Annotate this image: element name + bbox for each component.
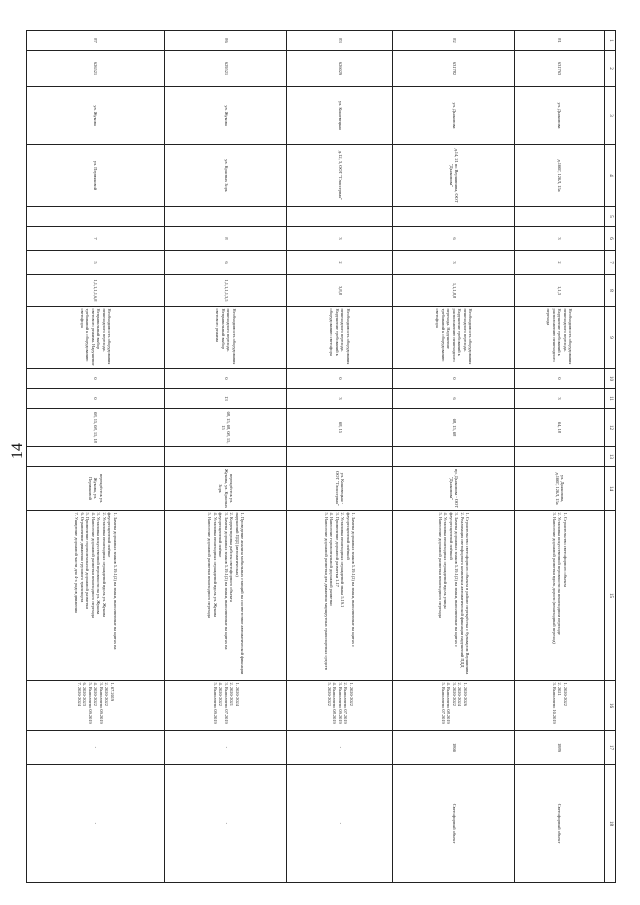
cell-line: 2. Реализация светофорного комплекса автоматической фиксации нарушений ПДД [459,512,465,668]
table-row [515,31,605,883]
col-header: 18 [605,765,616,883]
table-cell-c5 [165,207,287,227]
cell-line: 3. Выполнено 09.2019 [98,682,104,724]
cell-line: 2. 2020-2024 [457,682,463,706]
table-cell-c2: 629521 [165,51,287,87]
cell-line: 4. 2020-2022 [93,682,99,706]
cell-line: 5. 2020-2022 [326,682,332,706]
table-cell-c9: Необходимость оборудования пешеходного перехода. Неправильный выбор светового режима [165,307,287,369]
table-cell-c17: - [165,731,287,765]
table-cell-c4: д.100Г, 120Л, 15а [515,145,605,207]
table-cell-c2: 631763 [515,51,605,87]
table-row [393,31,515,883]
cell-line: 2. 2021 [557,682,563,696]
table-cell-c16 [165,681,287,731]
table-cell-c11: 3 [287,389,393,409]
cell-line: 1. Проведение анализа мобильных станций на соответствие автоматической фиксации нарушений ПДД (автоматическая) [234,512,246,675]
cell-line: 1. Строительство светофорного объекта [562,512,568,588]
cell-line: 6. Ограничение движения грузового транспорта [79,512,85,603]
cell-line: 3. Выполнено 07.2019 [223,682,229,724]
cell-line: 1. 2020-2022 [562,682,568,706]
table-cell-c10: 0 [165,369,287,389]
table-cell-c16 [287,681,393,731]
cell-line: 4. Выполнено 08.2019 [332,682,338,724]
col-header: 8 [605,275,616,307]
table-cell-c10: 0 [393,369,515,389]
table-cell-c11: 6 [393,389,515,409]
table-cell-c15 [515,511,605,681]
cell-line: 3. Нанесение дорожной разметки вдоль дороги (пешеходный переход) [551,512,557,644]
table-cell-c11: 3 [515,389,605,409]
table-cell-c10: 0 [27,369,165,389]
cell-line: 1. Замена дорожных знаков 5.19.1(2) на знаки, выполненные на щитах с флуоресцентной плёнкой [345,512,357,648]
cell-line: 1. Замена дорожных знаков 5.19.1(2) на знаки, выполненные на щитах на флуоресцентной плёнке [107,512,118,650]
table-cell-c16 [393,681,515,731]
table-cell-c2: 631782 [393,51,515,87]
table-cell-c13 [287,447,393,467]
table-cell-c4: д.14, 21 по Вершинина, ООТ "Дьяконова" [393,145,515,207]
table-cell-c14: перекрёсток ул. Жукова, ул. Красных Зорь [165,467,287,511]
table-cell-c9: Необходимость оборудования пешеходного перехода. Нарушение требований к расположению пешеходного перехода. Нарушение требований к оборудованию светофора [393,307,515,369]
table-cell-c4: д.12, 3, ООТ "Глиссерная" [287,145,393,207]
col-header: 16 [605,681,616,731]
table-cell-c3: ул. Кошевецкая [287,87,393,145]
cell-line: 7. 2020-2024 [76,682,82,706]
cell-line: 4. Нанесение горизонтальной дорожной разметки [329,512,335,606]
page-number: 14 [9,443,26,459]
table-cell-c11: 0 [27,389,165,409]
table-cell-c15 [287,511,393,681]
measures-table [26,30,616,883]
cell-line: 5. Выполнено 09.2019 [87,682,93,724]
table-cell-c6: 7 [27,227,165,251]
cell-line: 2. Выполнено 07.2019 [343,682,349,724]
col-header: 12 [605,409,616,447]
table-cell-c15 [165,511,287,681]
table-cell-c10: 0 [287,369,393,389]
cell-line: 5. Нанесение дорожной разметки пешеходного перехода [207,512,213,618]
table-cell-c5 [287,207,393,227]
table-cell-c12: 08, 15, 08, 15, 18 [27,409,165,447]
table-cell-c15 [393,511,515,681]
table-row [27,31,165,883]
col-header: 4 [605,145,616,207]
cell-line: 3. Замена дорожных знаков 5.19.1(2) на знаки, выполненные на щитах на флуоресцентной плёнке [218,512,229,650]
col-header: 11 [605,389,616,409]
table-cell-c3: ул. Жукова [27,87,165,145]
table-cell-c16 [27,681,165,731]
table-cell-c1: 81 [515,31,605,51]
cell-line: 3. Применение дорожной разметки 1.17 [334,512,340,587]
table-cell-c4: ул. Красных Зорь [165,145,287,207]
table-cell-c16 [515,681,605,731]
table-cell-c13 [393,447,515,467]
cell-line: 1. 07.2019 [109,682,115,702]
document-table-rotated [26,30,616,882]
cell-line: 4. Установка пешеходных ограждений вдоль улицы [443,512,449,609]
table-cell-c9: Необходимость оборудования пешеходного перехода. Нарушение требований к расположению пешеходного перехода [515,307,605,369]
table-cell-c18: Светофорный объект [393,765,515,883]
col-header: 6 [605,227,616,251]
table-cell-c13 [515,447,605,467]
table-cell-c3: ул. Жукова [165,87,287,145]
table-cell-c1: 87 [27,31,165,51]
table-cell-c15 [27,511,165,681]
table-cell-c8: 1,1,3 [515,275,605,307]
table-cell-c10: 0 [515,369,605,389]
cell-line: 1. Строительство светофорного объекта в районе перекрёстка с бульваром Вершинина [465,512,471,675]
table-cell-c17: 1889 [515,731,605,765]
table-cell-c14: ул. Кошевецкая - ООТ "Глиссерная" [287,467,393,511]
cell-line: 2. 2020-2022 [104,682,110,706]
col-header: 3 [605,87,616,145]
table-cell-c6: 8 [165,227,287,251]
table-cell-c18: - [287,765,393,883]
table-cell-c12: 08, 15 [287,409,393,447]
table-cell-c14: ул. Дьяконова, д.100Г, 120Л, 15а [515,467,605,511]
cell-line: 2. Корректировка работы светофорного объекта [229,512,235,602]
table-cell-c3: ул. Дьяконова [393,87,515,145]
table-cell-c6: 3 [515,227,605,251]
cell-line: 3. Выполнено 09.2019 [337,682,343,724]
col-header: 1 [605,31,616,51]
column-number-row [605,31,616,883]
table-cell-c8: 1,1,1,1,1,3,5 [165,275,287,307]
col-header: 7 [605,251,616,275]
cell-line: 1. 2020-2026 [462,682,468,706]
table-cell-c11: 13 [165,389,287,409]
cell-line: 7. Уширение дорожной части для 4-х рядов движения [74,512,80,614]
cell-line: 4. Установка пешеходных ограждений вдоль ул. Жукова [212,512,218,618]
cell-line: 4. Выполнено 08.2019 [446,682,452,724]
col-header: 14 [605,467,616,511]
table-cell-c8: 1,1,1,8,8 [393,275,515,307]
cell-line: 1. 2020-2022 [348,682,354,706]
table-cell-c9: Необходимость оборудования пешеходного перехода. Неправильный выбор светового режима. Нарушение требований к оборудованию светофора [27,307,165,369]
cell-line: 5. Выполнено 09.2019 [212,682,218,724]
table-cell-c17: - [287,731,393,765]
table-cell-c18: Светофорный объект [515,765,605,883]
table-cell-c7: 2 [287,251,393,275]
table-cell-c9: Необходимость оборудования пешеходного перехода. Нарушение требований к оборудованию светофора [287,307,393,369]
table-cell-c1: 82 [393,31,515,51]
table-row [287,31,393,883]
table-cell-c17: 1800 [393,731,515,765]
table-cell-c12: 04, 18 [515,409,605,447]
cell-line: 2. Установка пешеходных ограждений вдоль ул. Жукова [101,512,107,618]
table-cell-c8: 1,1,1,1,1,6,8 [27,275,165,307]
col-header: 5 [605,207,616,227]
table-cell-c8: 3,8,8 [287,275,393,307]
cell-line: 4. 2020-2022 [218,682,224,706]
table-cell-c7: 2 [515,251,605,275]
cell-line: 2. 2020-2021 [229,682,235,706]
cell-line: 5. Нанесение дорожной разметки для движения маршрутных транспортных средств [323,512,329,670]
cell-line: 3. Выполнено 10.2019 [551,682,557,724]
table-cell-c3: ул. Дьяконова [515,87,605,145]
table-cell-c6: 6 [393,227,515,251]
table-cell-c5 [515,207,605,227]
table-row [165,31,287,883]
table-cell-c6: 3 [287,227,393,251]
table-cell-c4: ул. Пермяковой [27,145,165,207]
cell-line: 4. Нанесение дорожной разметки пешеходного перехода [90,512,96,618]
col-header: 17 [605,731,616,765]
col-header: 2 [605,51,616,87]
table-cell-c7: 6 [165,251,287,275]
cell-line: 5. Применение горизонтальной дорожной разметки [85,512,91,609]
cell-line: 5. Выполнено 07.2019 [440,682,446,724]
col-header: 15 [605,511,616,681]
cell-line: 3. Установка искусственной неровности на ул. Жукова [96,512,102,615]
table-cell-c17: - [27,731,165,765]
table-cell-c1: 83 [287,31,393,51]
table-cell-c18: - [27,765,165,883]
table-cell-c18: - [165,765,287,883]
table-cell-c12: 08, 15, 08 [393,409,515,447]
table-cell-c7: 3 [393,251,515,275]
table-cell-c5 [393,207,515,227]
col-header: 10 [605,369,616,389]
cell-line: 2. Установка искусственной неровности на пешеходном переходе [557,512,563,635]
table-cell-c1: 86 [165,31,287,51]
table-cell-c14: пр. Дьяконова - ООТ "Дьяконова" [393,467,515,511]
table-body [27,31,605,883]
table-cell-c13 [165,447,287,467]
table-cell-c14: перекрёсток ул. Жукова, ул. Пермяковой [27,467,165,511]
table-cell-c13 [27,447,165,467]
table-cell-c2: 626029 [287,51,393,87]
table-cell-c12: 08, 15, 08, 08, 15, 15 [165,409,287,447]
table-cell-c7: 5 [27,251,165,275]
cell-line: 2. Установка пешеходных ограждений знака 5.19.1 [340,512,346,608]
cell-line: 6. 2020-2023 [82,682,88,706]
col-header: 13 [605,447,616,467]
cell-line: 5. Нанесение дорожной разметки пешеходного перехода [437,512,443,618]
cell-line: 3. Замена дорожных знаков 5.19.1(2) на знаки, выполненные на щитах с флуоресцентной плёнкой [448,512,460,648]
col-header: 9 [605,307,616,369]
table-cell-c2: 626521 [27,51,165,87]
cell-line: 3. 2020-2022 [451,682,457,706]
table-cell-c5 [27,207,165,227]
cell-line: 1. 2020-2024 [234,682,240,706]
